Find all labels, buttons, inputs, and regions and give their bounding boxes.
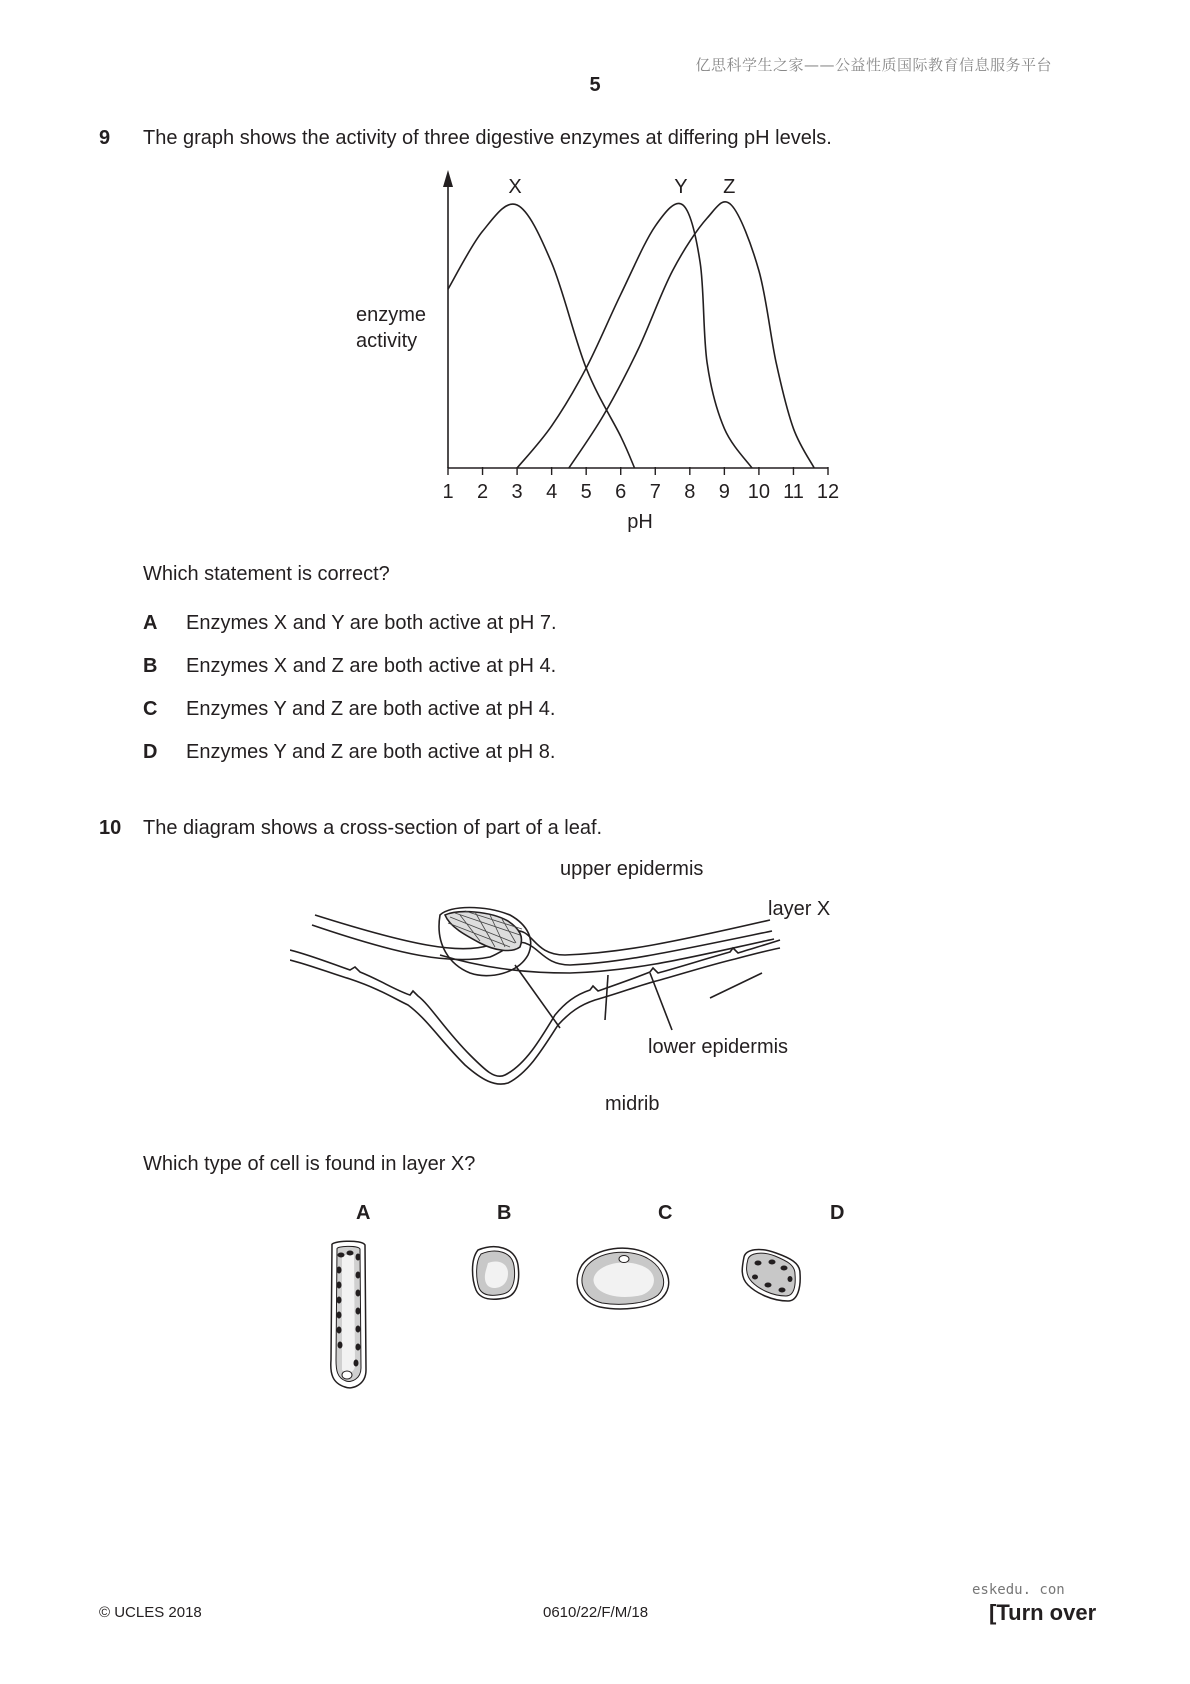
cell-option-c-letter[interactable]: C xyxy=(658,1202,673,1224)
q9-option-a-text: Enzymes X and Y are both active at pH 7. xyxy=(186,612,557,634)
series-line-x xyxy=(448,204,635,468)
series-line-z xyxy=(569,202,814,468)
q9-option-a-letter[interactable]: A xyxy=(143,612,158,634)
q9-option-b-text: Enzymes X and Z are both active at pH 4. xyxy=(186,655,557,677)
layer-x-pointer xyxy=(710,973,762,998)
question-10-prompt: Which type of cell is found in layer X? xyxy=(143,1153,476,1175)
site-watermark: eskedu. con xyxy=(972,1582,1065,1598)
cell-c-large[interactable] xyxy=(577,1248,669,1309)
x-tick-label-11: 11 xyxy=(783,481,804,503)
question-9-text: The graph shows the activity of three digestive enzymes at differing pH levels. xyxy=(143,127,832,149)
y-axis-label-line1: enzyme xyxy=(356,304,427,326)
enzyme-activity-chart xyxy=(340,170,860,540)
cell-options-drawings xyxy=(320,1235,920,1395)
upper-epidermis-inner-line xyxy=(312,925,772,965)
page-number: 5 xyxy=(589,74,601,96)
x-tick-label-5: 5 xyxy=(580,481,592,503)
lower-epidermis-inner-line xyxy=(290,948,780,1084)
cell-b-rounded[interactable] xyxy=(473,1247,519,1300)
cell-option-d-letter[interactable]: D xyxy=(830,1202,845,1224)
footer-copyright: © UCLES 2018 xyxy=(99,1604,202,1621)
cell-a-palisade[interactable] xyxy=(331,1241,366,1388)
x-tick-label-6: 6 xyxy=(615,481,627,503)
series-label-x: X xyxy=(508,176,522,198)
x-axis-label: pH xyxy=(627,511,653,533)
midrib-pointer xyxy=(515,965,560,1028)
x-tick-label-12: 12 xyxy=(816,481,840,503)
cell-d-chloroplasts[interactable] xyxy=(742,1250,800,1301)
upper-epidermis-outer-line xyxy=(315,915,770,955)
watermark-text: 亿思科学生之家——公益性质国际教育信息服务平台 xyxy=(695,56,1052,74)
x-tick-label-8: 8 xyxy=(684,481,696,503)
question-9-number: 9 xyxy=(99,127,111,149)
cell-option-a-letter[interactable]: A xyxy=(356,1202,371,1224)
label-layer-x: layer X xyxy=(768,898,831,920)
label-midrib: midrib xyxy=(605,1093,660,1115)
question-9-prompt: Which statement is correct? xyxy=(143,563,390,585)
lower-epidermis-pointer xyxy=(650,973,672,1030)
series-label-y: Y xyxy=(674,176,688,198)
y-axis-arrowhead xyxy=(443,170,453,187)
series-label-z: Z xyxy=(723,176,736,198)
midrib-xylem xyxy=(445,912,522,951)
x-tick-label-1: 1 xyxy=(442,481,454,503)
footer-paper-code: 0610/22/F/M/18 xyxy=(543,1604,649,1621)
label-upper-epidermis: upper epidermis xyxy=(560,858,704,880)
chart-plot-area xyxy=(442,170,839,503)
turn-over-text: [Turn over xyxy=(989,1600,1097,1625)
x-tick-label-3: 3 xyxy=(511,481,523,503)
question-10-text: The diagram shows a cross-section of part of a leaf. xyxy=(143,817,603,839)
label-lower-epidermis: lower epidermis xyxy=(648,1036,789,1058)
q9-option-d-text: Enzymes Y and Z are both active at pH 8. xyxy=(186,741,556,763)
x-tick-label-7: 7 xyxy=(649,481,661,503)
x-tick-label-9: 9 xyxy=(718,481,730,503)
x-tick-label-2: 2 xyxy=(476,481,489,503)
series-line-y xyxy=(517,203,752,468)
leaf-cross-section-diagram xyxy=(290,855,910,1125)
question-10-number: 10 xyxy=(99,817,122,839)
x-tick-label-10: 10 xyxy=(747,481,771,503)
q9-option-b-letter[interactable]: B xyxy=(143,655,158,677)
q9-option-c-text: Enzymes Y and Z are both active at pH 4. xyxy=(186,698,556,720)
q9-option-c-letter[interactable]: C xyxy=(143,698,158,720)
y-axis-label-line2: activity xyxy=(356,330,418,352)
cell-option-b-letter[interactable]: B xyxy=(497,1202,512,1224)
x-tick-label-4: 4 xyxy=(546,481,558,503)
q9-option-d-letter[interactable]: D xyxy=(143,741,158,763)
